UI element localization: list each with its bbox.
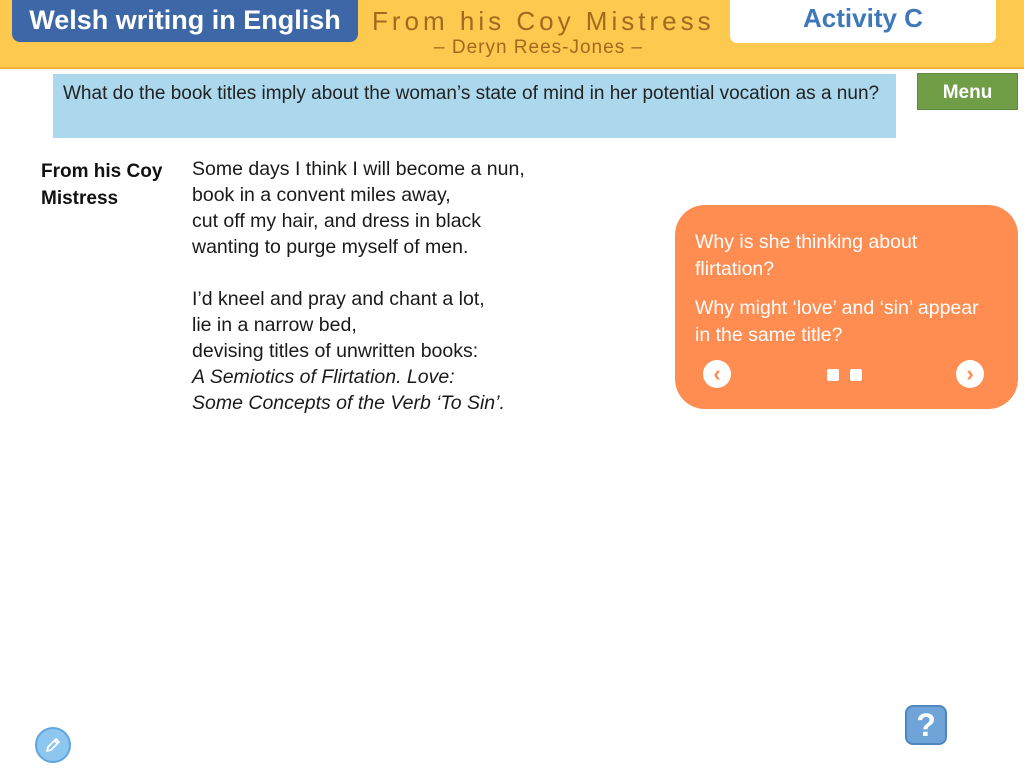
poem-line-italic: A Semiotics of Flirtation. Love: (192, 366, 455, 388)
help-button[interactable]: ? (905, 705, 947, 745)
poem-label: From his Coy Mistress (41, 161, 163, 209)
poem-line: I’d kneel and pray and chant a lot, (192, 288, 485, 310)
header-bar (0, 0, 1024, 69)
poem-line: book in a convent miles away, (192, 184, 451, 206)
prompt-card (675, 205, 1018, 409)
chevron-left-icon[interactable]: ‹ (703, 360, 731, 388)
poem-line: lie in a narrow bed, (192, 314, 357, 336)
page-dot-1[interactable] (827, 369, 839, 381)
chevron-right-icon[interactable]: › (956, 360, 984, 388)
page-dot-2[interactable] (850, 369, 862, 381)
menu-button[interactable]: Menu (917, 73, 1018, 110)
poem-author: – Deryn Rees-Jones – (434, 37, 644, 58)
prompt-question-1: Why is she thinking about flirtation? (695, 231, 918, 280)
prompt-question-2: Why might ‘love’ and ‘sin’ appear in the same title? (695, 297, 979, 346)
pencil-button[interactable] (35, 727, 71, 763)
stanza-1 (192, 156, 632, 260)
poem-title: From his Coy Mistress (372, 6, 715, 36)
question-box: What do the book titles imply about the woman’s state of mind in her potential vocation as a nun? (53, 74, 896, 138)
pencil-icon (43, 735, 63, 755)
stanza-2 (192, 286, 632, 416)
poem-line: wanting to purge myself of men. (192, 236, 469, 258)
poem-text (192, 156, 632, 442)
poem-line: cut off my hair, and dress in black (192, 210, 482, 232)
poem-line: Some days I think I will become a nun, (192, 158, 525, 180)
poem-line-italic: Some Concepts of the Verb ‘To Sin’. (192, 392, 505, 414)
activity-tab: Activity C (730, 0, 996, 43)
brand-title: Welsh writing in English (12, 0, 358, 42)
poem-line: devising titles of unwritten books: (192, 340, 479, 362)
